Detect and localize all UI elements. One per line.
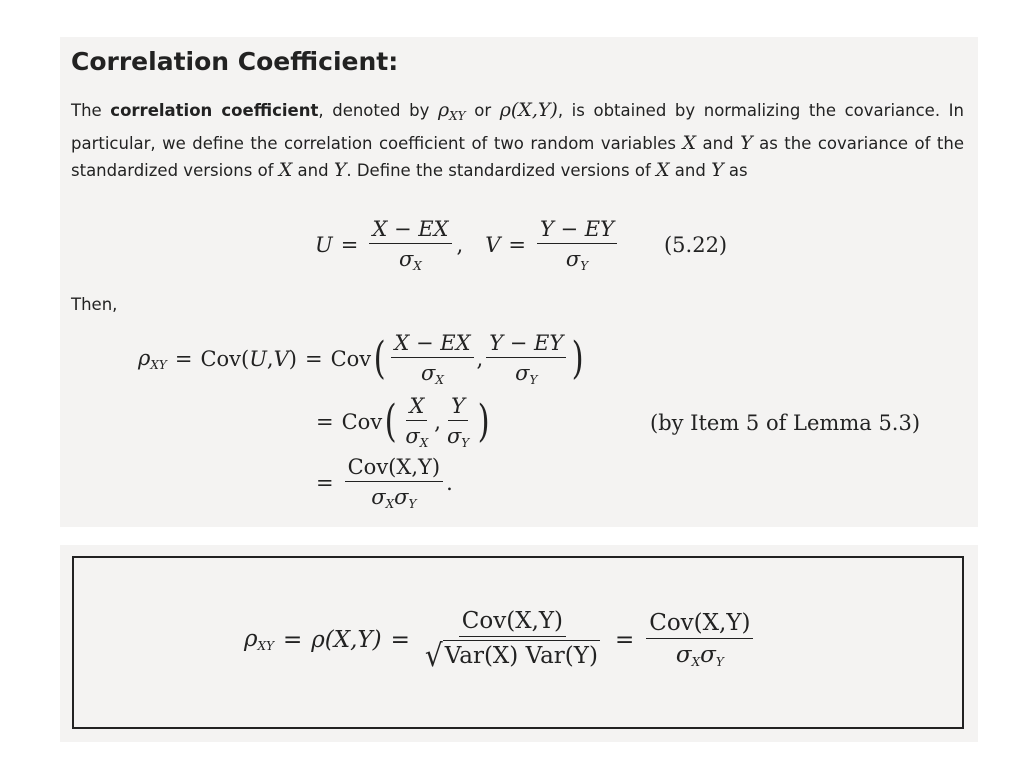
rho-symbol: $\rho_{XY}$ (244, 626, 274, 654)
intro-text: and (669, 161, 712, 180)
intro-text: . Define the standardized versions of (346, 161, 657, 180)
comma: , (476, 347, 484, 372)
derivation-line-3 (316, 455, 453, 512)
intro-text: as the covariance of the standardized versions of (71, 133, 964, 180)
comma: , (456, 233, 464, 258)
fraction-x-std: $\frac{X - EX}{\sigma_X}$ (391, 331, 473, 388)
fraction-cov-over-sigmas: $\frac{\text{Cov(X,Y)}}{\sigma_X\sigma_Y}$ (345, 455, 443, 512)
intro-text: , denoted by (318, 101, 438, 120)
fraction-cov-over-sigmas: $\frac{\text{Cov(X,Y)}}{\sigma_X\sigma_Y}$ (646, 610, 753, 670)
summary-panel (60, 545, 978, 742)
left-paren: ( (384, 396, 397, 448)
var-y: Y (740, 131, 753, 154)
intro-text: and (696, 133, 741, 153)
derivation-line-1 (138, 331, 586, 388)
fraction-cov-over-sqrt: Cov(X,Y) √ Var(X) Var(Y) (424, 608, 598, 674)
rho-symbol: $\rho_{XY}$ (437, 99, 466, 123)
equation-tag: (5.22) (663, 233, 728, 258)
var-x: X (682, 131, 697, 154)
intro-text: The (71, 101, 111, 120)
intro-text: and (292, 161, 334, 180)
cov-operator: Cov (341, 410, 383, 435)
var-x: X (278, 159, 293, 181)
equals-sign: = (614, 626, 635, 653)
intro-paragraph (71, 97, 964, 185)
equals-sign: = (340, 233, 359, 258)
equation-5-22 (315, 217, 727, 274)
fraction-u: $\frac{X - EX}{\sigma_X}$ (369, 217, 451, 274)
term-highlight: correlation coefficient (110, 101, 319, 120)
correlation-formula (244, 608, 756, 674)
equals-sign: = (283, 626, 303, 653)
then-label: Then, (71, 295, 118, 314)
left-paren: ( (373, 333, 386, 385)
var-y: Y (711, 159, 724, 181)
square-root: √ Var(X) Var(Y) (424, 637, 598, 674)
right-paren: ) (571, 333, 584, 385)
var-x: X (656, 159, 670, 181)
right-paren: ) (477, 396, 490, 448)
rho-function: ρ(X,Y) (499, 99, 558, 121)
intro-text: , is obtained by normalizing the covariance. In particular, we define the correlation coefficient of two random variables (71, 101, 964, 153)
equals-sign: = (316, 410, 334, 435)
equals-sign: = (174, 347, 193, 372)
derivation-line-2 (316, 394, 492, 451)
boxed-formula (72, 556, 964, 729)
comma: , (434, 410, 441, 435)
rho-function: ρ(X,Y) (311, 626, 382, 653)
lemma-note: (by Item 5 of Lemma 5.3) (650, 411, 921, 435)
fraction-x-sigma: $\frac{X}{\sigma_X}$ (405, 394, 429, 451)
section-heading: Correlation Coefficient: (71, 47, 399, 76)
var-y: Y (333, 159, 347, 181)
equals-sign: = (508, 233, 526, 258)
definition-panel (60, 37, 978, 527)
cov-uv: Cov(U,V) (200, 347, 297, 372)
cov-operator: Cov (330, 347, 372, 372)
radical-icon: √ (424, 637, 443, 674)
equals-sign: = (304, 347, 323, 372)
intro-text: or (465, 101, 500, 120)
fraction-y-std: $\frac{Y - EY}{\sigma_Y}$ (486, 331, 566, 388)
var-v: V (485, 233, 501, 258)
period: . (446, 471, 453, 496)
var-u: U (315, 233, 333, 258)
intro-text: as (723, 161, 748, 180)
fraction-v: $\frac{Y - EY}{\sigma_Y}$ (537, 217, 617, 274)
equals-sign: = (316, 471, 334, 496)
rho-symbol: $\rho_{XY}$ (138, 346, 167, 373)
fraction-y-sigma: $\frac{Y}{\sigma_Y}$ (446, 394, 470, 451)
equals-sign: = (390, 626, 410, 653)
